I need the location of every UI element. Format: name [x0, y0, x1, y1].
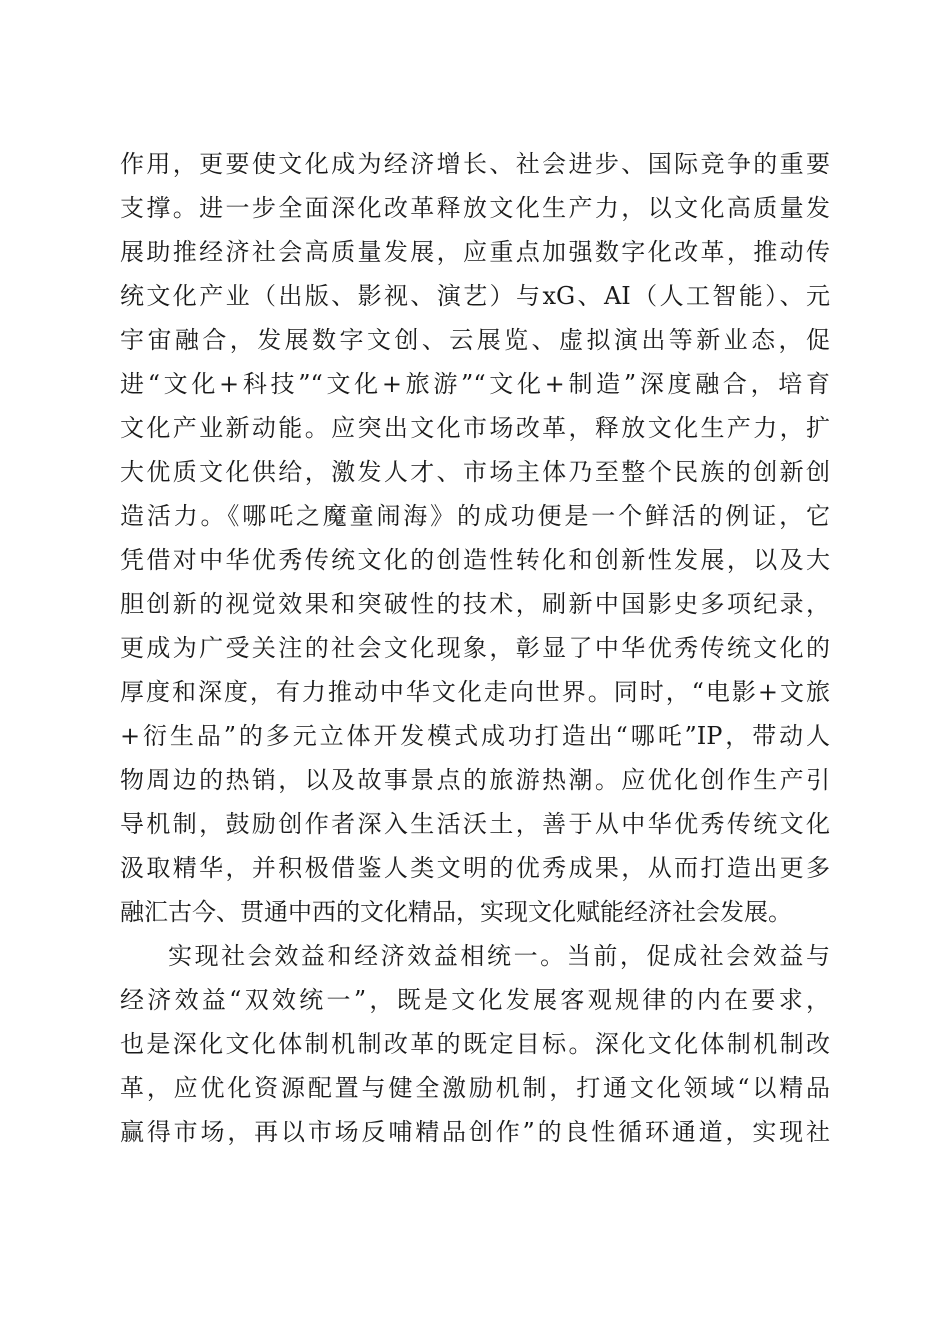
text-line: 融汇古今、贯通中西的文化精品，实现文化赋能经济社会发展。 [120, 898, 792, 926]
text-line: 统文化产业（出版、影视、演艺）与xG、AI（人工智能）、元 [120, 282, 830, 310]
text-line: 赢得市场，再以市场反哺精品创作”的良性循环通道，实现社 [120, 1118, 830, 1146]
paragraph-1 [120, 142, 830, 934]
text-line: 作用，更要使文化成为经济增长、社会进步、国际竞争的重要 [120, 150, 830, 178]
body-text [120, 142, 830, 1154]
text-line: 经济效益“双效统一”，既是文化发展客观规律的内在要求， [120, 986, 830, 1014]
text-line: 厚度和深度，有力推动中华文化走向世界。同时，“电影+文旅 [120, 678, 830, 706]
text-line: 文化产业新动能。应突出文化市场改革，释放文化生产力，扩 [120, 414, 830, 442]
text-line: 汲取精华，并积极借鉴人类文明的优秀成果，从而打造出更多 [120, 854, 830, 882]
text-line: 支撑。进一步全面深化改革释放文化生产力，以文化高质量发 [120, 194, 830, 222]
text-line: 革，应优化资源配置与健全激励机制，打通文化领域“以精品 [120, 1074, 830, 1102]
text-line: +衍生品”的多元立体开发模式成功打造出“哪吒”IP，带动人 [120, 722, 830, 750]
text-line: 物周边的热销，以及故事景点的旅游热潮。应优化创作生产引 [120, 766, 830, 794]
text-line: 更成为广受关注的社会文化现象，彰显了中华优秀传统文化的 [120, 634, 830, 662]
text-line: 实现社会效益和经济效益相统一。当前，促成社会效益与 [168, 942, 830, 970]
paragraph-2 [120, 934, 830, 1154]
text-line: 进“文化+科技”“文化+旅游”“文化+制造”深度融合，培育 [120, 370, 830, 398]
text-line: 大优质文化供给，激发人才、市场主体乃至整个民族的创新创 [120, 458, 830, 486]
text-line: 造活力。《哪吒之魔童闹海》的成功便是一个鲜活的例证，它 [120, 502, 830, 530]
text-line: 宇宙融合，发展数字文创、云展览、虚拟演出等新业态，促 [120, 326, 830, 354]
text-line: 胆创新的视觉效果和突破性的技术，刷新中国影史多项纪录， [120, 590, 830, 618]
text-line: 也是深化文化体制机制改革的既定目标。深化文化体制机制改 [120, 1030, 830, 1058]
text-line: 展助推经济社会高质量发展，应重点加强数字化改革，推动传 [120, 238, 830, 266]
text-line: 导机制，鼓励创作者深入生活沃土，善于从中华优秀传统文化 [120, 810, 830, 838]
text-line: 凭借对中华优秀传统文化的创造性转化和创新性发展，以及大 [120, 546, 830, 574]
